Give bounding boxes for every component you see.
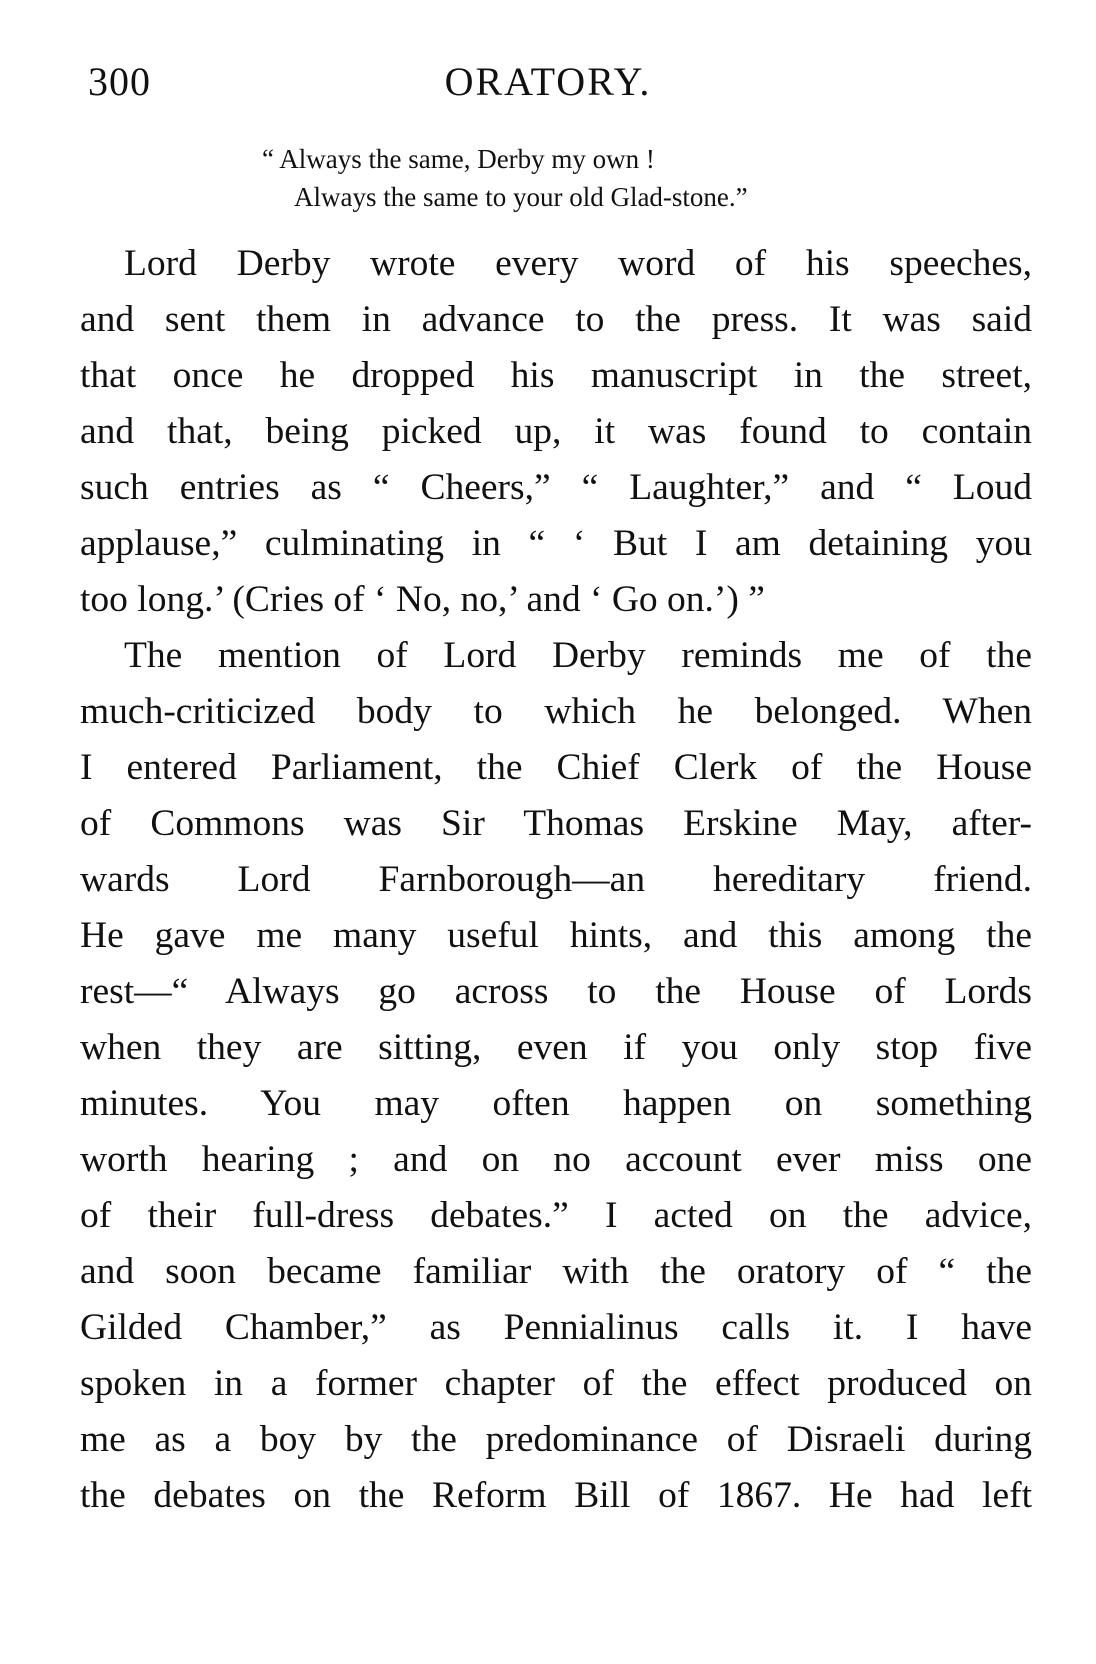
text-line: of Commons was Sir Thomas Erskine May, after- bbox=[80, 803, 1032, 844]
text-line: of their full-dress debates.” I acted on the advice, bbox=[80, 1195, 1032, 1236]
text-line: applause,” culminating in “ ‘ But I am detaining you bbox=[80, 523, 1032, 564]
text-line: rest—“ Always go across to the House of Lords bbox=[80, 971, 1032, 1012]
paragraph-2 bbox=[80, 628, 1032, 1524]
text-line: I entered Parliament, the Chief Clerk of the House bbox=[80, 747, 1032, 788]
epigraph-line: Always the same to your old Glad-stone.” bbox=[294, 182, 748, 212]
epigraph-line: “ Always the same, Derby my own ! bbox=[262, 144, 655, 174]
text-line: Lord Derby wrote every word of his speeches, bbox=[124, 243, 1032, 284]
text-line: too long.’ (Cries of ‘ No, no,’ and ‘ Go on.’) ” bbox=[80, 579, 765, 620]
text-line: the debates on the Reform Bill of 1867. He had left bbox=[80, 1475, 1032, 1516]
text-line: that once he dropped his manuscript in the street, bbox=[80, 355, 1032, 396]
text-line: spoken in a former chapter of the effect produced on bbox=[80, 1363, 1032, 1404]
epigraph-verse bbox=[262, 140, 962, 216]
text-line: such entries as “ Cheers,” “ Laughter,” and “ Loud bbox=[80, 467, 1032, 508]
text-line: Gilded Chamber,” as Pennialinus calls it. I have bbox=[80, 1307, 1032, 1348]
text-line: me as a boy by the predominance of Disraeli during bbox=[80, 1419, 1032, 1460]
text-line: and soon became familiar with the oratory of “ the bbox=[80, 1251, 1032, 1292]
paragraph-1 bbox=[80, 236, 1032, 628]
text-line: much-criticized body to which he belonged. When bbox=[80, 691, 1032, 732]
text-line: worth hearing ; and on no account ever miss one bbox=[80, 1139, 1032, 1180]
text-line: He gave me many useful hints, and this among the bbox=[80, 915, 1032, 956]
text-line: when they are sitting, even if you only stop five bbox=[80, 1027, 1032, 1068]
text-line: The mention of Lord Derby reminds me of the bbox=[124, 635, 1032, 676]
running-title: ORATORY. bbox=[444, 59, 652, 104]
text-line: and that, being picked up, it was found to contain bbox=[80, 411, 1032, 452]
text-line: minutes. You may often happen on something bbox=[80, 1083, 1032, 1124]
text-line: and sent them in advance to the press. It was said bbox=[80, 299, 1032, 340]
page-number: 300 bbox=[88, 59, 151, 104]
body-text bbox=[80, 236, 1032, 1524]
text-line: wards Lord Farnborough—an hereditary friend. bbox=[80, 859, 1032, 900]
